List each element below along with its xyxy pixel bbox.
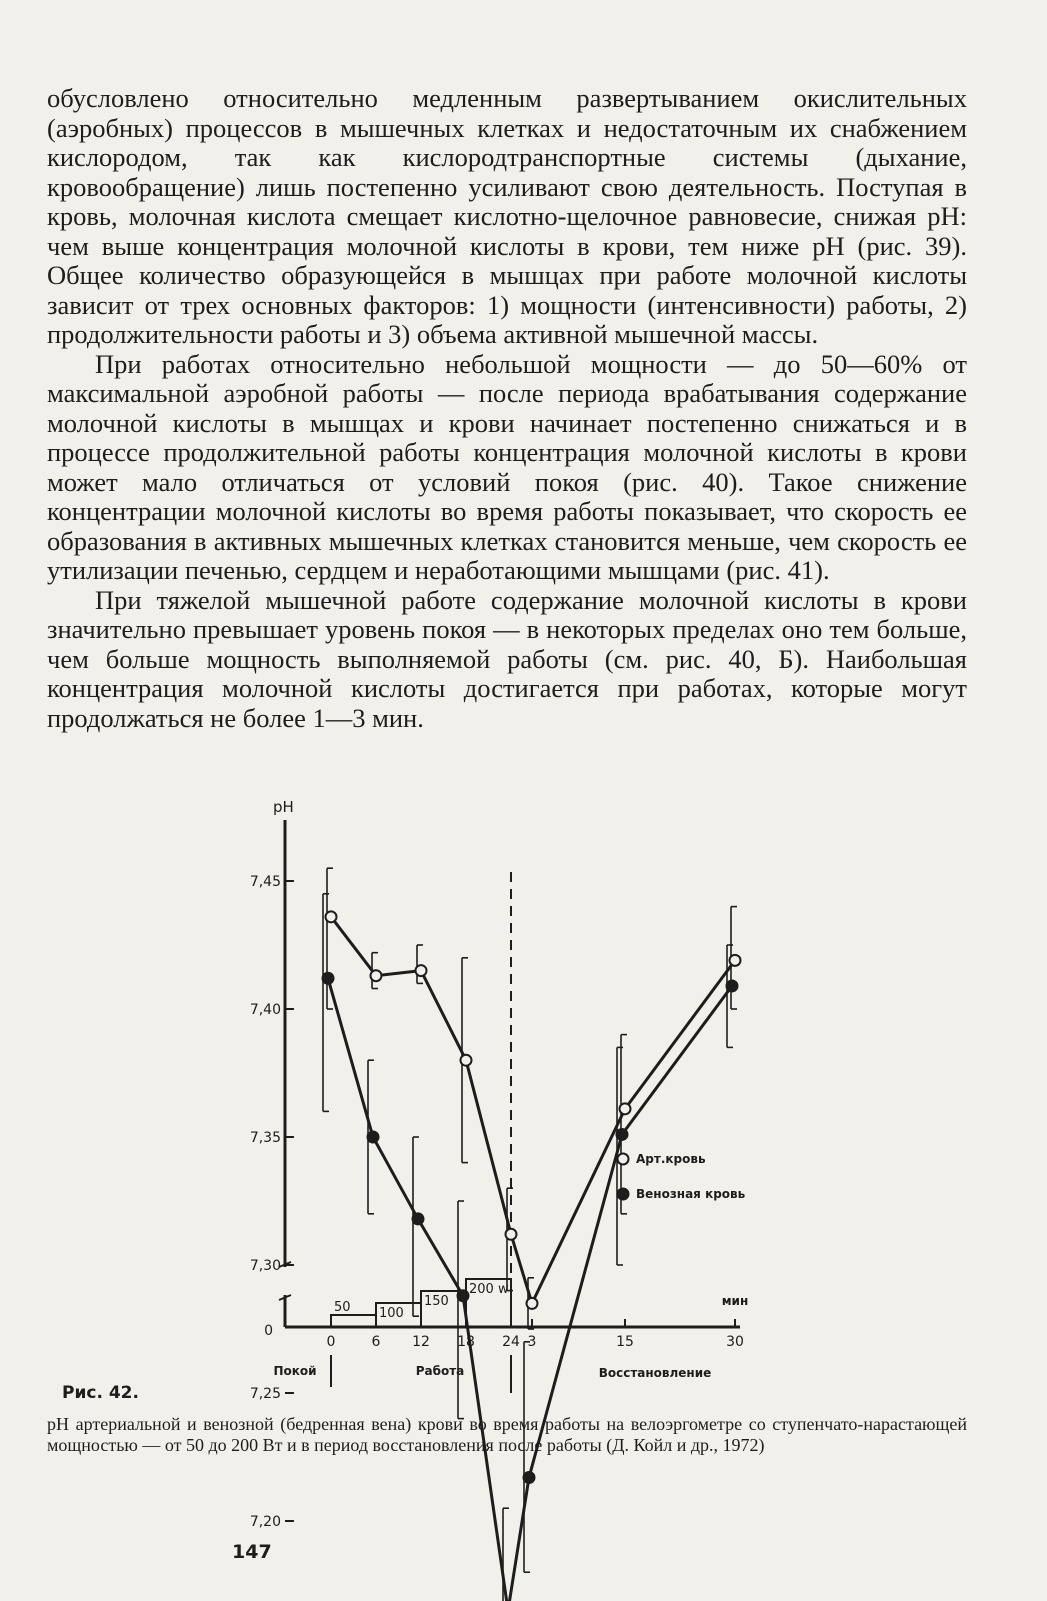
data-point [416, 965, 427, 976]
legend-label: Арт.кровь [636, 1152, 706, 1166]
workload-label: 50 [334, 1300, 351, 1315]
paragraph: обусловлено относительно медленным развертыванием окислительных (аэробных) процессов в мышечных клетках и недостаточным их снабжением кислородом, так как кислородтранспортные системы (дыхание, кровообращение) лишь постепенно усиливают свою деятельность. Поступая в кровь, молочная кислота смещает кислотно-щелочное равновесие, снижая pH: чем выше концентрация молочной кислоты в крови, тем ниже pH (рис. 39). Общее количество образующейся в мышцах при работе молочной кислоты зависит от трех основных факторов: 1) мощности (интенсивности) работы, 2) продолжительности работы и 3) объема активной мышечной массы. [47, 83, 967, 349]
figure-label: Рис. 42. [62, 1383, 139, 1403]
y-axis-label: pH [273, 798, 294, 816]
y-tick-label: 7,30 [249, 1258, 281, 1274]
x-tick-label: 6 [371, 1334, 381, 1350]
phase-label: Работа [415, 1364, 465, 1378]
data-point [617, 1129, 628, 1140]
x-unit-label: мин [721, 1294, 749, 1308]
x-tick-label: 18 [457, 1334, 475, 1350]
legend-marker [618, 1154, 629, 1165]
data-point [727, 980, 738, 991]
data-point [620, 1103, 631, 1114]
y-tick-label: 7,20 [249, 1514, 281, 1530]
paragraph: При тяжелой мышечной работе содержание молочной кислоты в крови значительно превышает уровень покоя — в некоторых пределах оно тем больше, чем больше мощность выполняемой работы (см. рис. 40, Б). Наибольшая концентрация молочной кислоты достигается при работах, которые могут продолжаться не более 1—3 мин. [47, 584, 967, 733]
figure-caption: pH артериальной и венозной (бедренная вена) крови во время работы на велоэргометре со ступенчато-нарастающей мощностью — от 50 до 200 Вт и в период восстановления после работы (Д. Койл и др., 1972) [47, 1414, 967, 1455]
phase-label: Восстановление [598, 1366, 712, 1380]
workload-label: 100 [379, 1306, 404, 1321]
x-tick-label: 15 [616, 1334, 634, 1350]
x-tick-label: 3 [527, 1334, 537, 1350]
y-tick-label: 7,45 [249, 874, 281, 890]
legend-marker [618, 1189, 629, 1200]
data-point [506, 1229, 517, 1240]
data-point [368, 1132, 379, 1143]
data-point [326, 911, 337, 922]
x-tick-label: 24 [502, 1334, 520, 1350]
workload-step [331, 1315, 376, 1327]
data-point [524, 1472, 535, 1483]
workload-label: 200 w [469, 1282, 509, 1297]
y-zero-label: 0 [264, 1323, 273, 1339]
data-point [371, 970, 382, 981]
workload-label: 150 [424, 1294, 449, 1309]
page-number: 147 [232, 1541, 272, 1563]
data-point [458, 1290, 469, 1301]
x-tick-label: 12 [412, 1334, 430, 1350]
data-point [323, 973, 334, 984]
phase-label: Покой [273, 1364, 317, 1378]
y-tick-label: 7,35 [249, 1130, 281, 1146]
y-tick-label: 7,25 [249, 1386, 281, 1402]
series-line [328, 978, 732, 1601]
x-tick-label: 0 [326, 1334, 336, 1350]
paragraph: При работах относительно небольшой мощности — до 50—60% от максимальной аэробной работы — после периода врабатывания содержание молочной кислоты в мышцах и крови начинает постепенно снижаться и в процессе продолжительной работы концентрация молочной кислоты в крови может мало отличаться от условий покоя (рис. 40). Такое снижение концентрации молочной кислоты во время работы показывает, что скорость ее образования в активных мышечных клетках становится меньше, чем скорость ее утилизации печенью, сердцем и неработающими мышцами (рис. 41). [47, 348, 967, 585]
data-point [461, 1055, 472, 1066]
data-point [730, 955, 741, 966]
series-line [331, 917, 735, 1304]
body-text [47, 84, 967, 733]
y-tick-label: 7,40 [249, 1002, 281, 1018]
data-point [413, 1213, 424, 1224]
data-point [527, 1298, 538, 1309]
legend-label: Венозная кровь [636, 1187, 746, 1201]
x-tick-label: 30 [726, 1334, 744, 1350]
